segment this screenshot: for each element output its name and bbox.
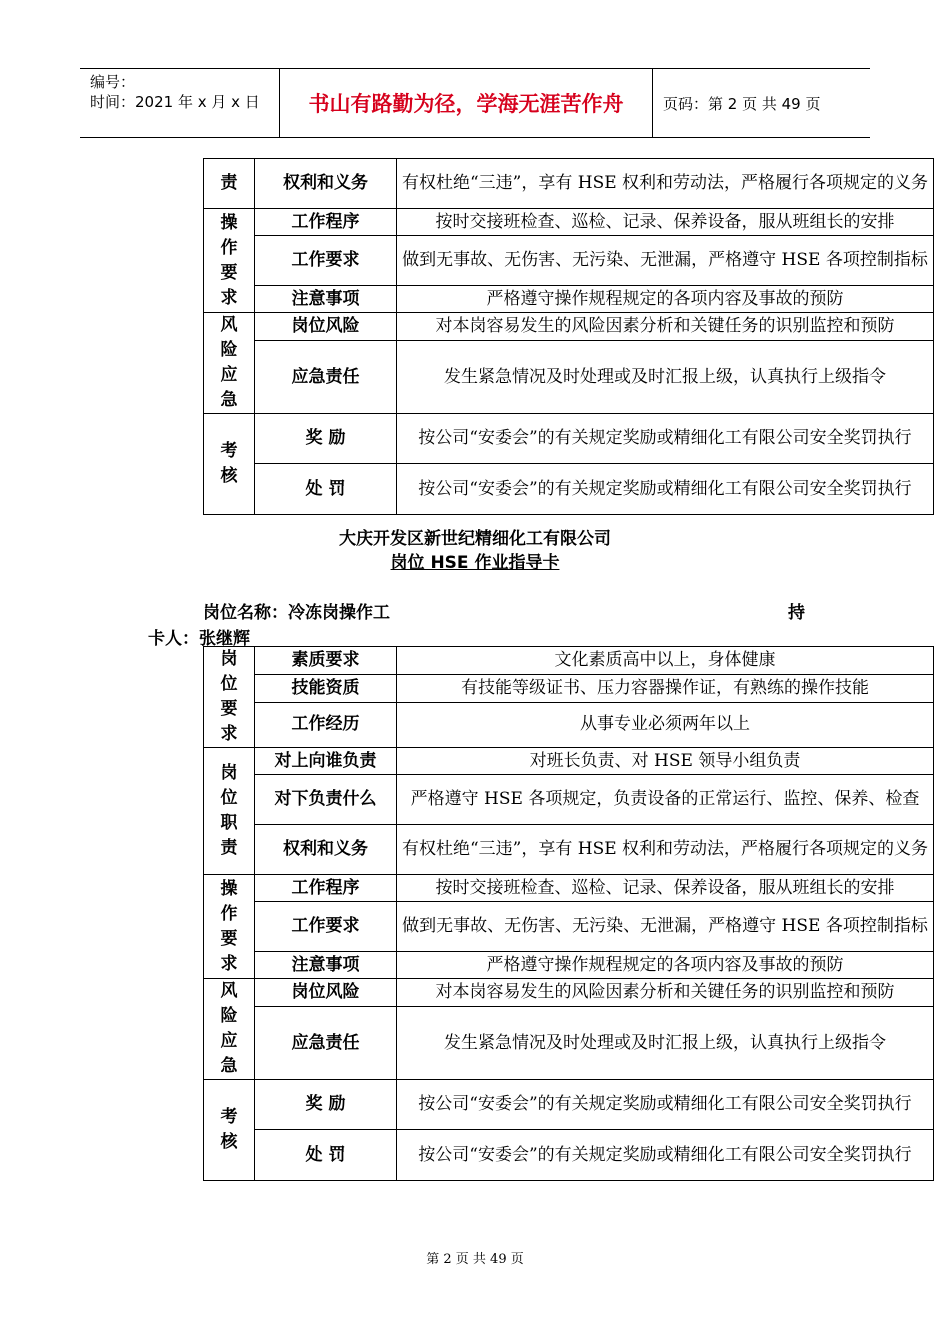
item-description: 做到无事故、无伤害、无污染、无泄漏，严格遵守 HSE 各项控制指标 <box>397 236 934 286</box>
category-cell: 操 作 要 求 <box>204 209 255 313</box>
table-row <box>204 414 934 464</box>
category-cell: 操 作 要 求 <box>204 875 255 979</box>
item-label: 奖 励 <box>255 414 397 464</box>
table-row <box>204 1007 934 1080</box>
item-description: 按公司“安委会”的有关规定奖励或精细化工有限公司安全奖罚执行 <box>397 414 934 464</box>
table-row <box>204 209 934 236</box>
hse-table-continued <box>203 158 934 515</box>
item-label: 对上向谁负责 <box>255 748 397 775</box>
item-label: 应急责任 <box>255 341 397 414</box>
table-row <box>204 979 934 1007</box>
header-meta <box>80 69 280 137</box>
item-description: 严格遵守操作规程规定的各项内容及事故的预防 <box>397 952 934 979</box>
item-label: 工作要求 <box>255 236 397 286</box>
card-holder: 卡人：张继辉 <box>148 629 250 649</box>
item-description: 从事专业必须两年以上 <box>397 702 934 747</box>
category-cell: 岗 位 要 求 <box>204 647 255 748</box>
table-row <box>204 647 934 675</box>
category-cell: 责 <box>204 159 255 209</box>
table-row <box>204 952 934 979</box>
table-row <box>204 702 934 747</box>
card-holder-prefix: 持 <box>788 603 805 623</box>
item-description: 对班长负责、对 HSE 领导小组负责 <box>397 748 934 775</box>
item-label: 岗位风险 <box>255 313 397 341</box>
category-cell: 风 险 应 急 <box>204 979 255 1080</box>
table-row <box>204 1130 934 1181</box>
item-label: 权利和义务 <box>255 159 397 209</box>
header-page-info: 页码：第 2 页 共 49 页 <box>663 94 821 113</box>
item-label: 工作要求 <box>255 902 397 952</box>
item-description: 按公司“安委会”的有关规定奖励或精细化工有限公司安全奖罚执行 <box>397 1080 934 1130</box>
item-label: 工作程序 <box>255 875 397 902</box>
table-row <box>204 825 934 875</box>
company-name: 大庆开发区新世纪精细化工有限公司 <box>339 529 611 549</box>
item-label: 对下负责什么 <box>255 775 397 825</box>
item-description: 有权杜绝“三违”，享有 HSE 权利和劳动法，严格履行各项规定的义务 <box>397 825 934 875</box>
item-description: 做到无事故、无伤害、无污染、无泄漏，严格遵守 HSE 各项控制指标 <box>397 902 934 952</box>
table-row <box>204 1080 934 1130</box>
item-description: 按时交接班检查、巡检、记录、保养设备，服从班组长的安排 <box>397 209 934 236</box>
table-row <box>204 313 934 341</box>
category-cell: 风 险 应 急 <box>204 313 255 414</box>
item-label: 岗位风险 <box>255 979 397 1007</box>
item-label: 工作经历 <box>255 702 397 747</box>
table-row <box>204 875 934 902</box>
item-label: 技能资质 <box>255 675 397 702</box>
item-label: 应急责任 <box>255 1007 397 1080</box>
item-description: 严格遵守 HSE 各项规定，负责设备的正常运行、监控、保养、检查 <box>397 775 934 825</box>
item-description: 按时交接班检查、巡检、记录、保养设备，服从班组长的安排 <box>397 875 934 902</box>
table-row <box>204 159 934 209</box>
item-description: 发生紧急情况及时处理或及时汇报上级，认真执行上级指令 <box>397 1007 934 1080</box>
table-row <box>204 675 934 702</box>
item-description: 严格遵守操作规程规定的各项内容及事故的预防 <box>397 286 934 313</box>
item-description: 有技能等级证书、压力容器操作证，有熟练的操作技能 <box>397 675 934 702</box>
category-cell: 考 核 <box>204 1080 255 1181</box>
doc-number-label: 编号： <box>90 73 136 91</box>
item-description: 对本岗容易发生的风险因素分析和关键任务的识别监控和预防 <box>397 979 934 1007</box>
post-name: 岗位名称：冷冻岗操作工 <box>203 603 390 623</box>
hse-table <box>203 646 934 1181</box>
table-row <box>204 902 934 952</box>
item-label: 奖 励 <box>255 1080 397 1130</box>
category-cell: 考 核 <box>204 414 255 515</box>
item-description: 按公司“安委会”的有关规定奖励或精细化工有限公司安全奖罚执行 <box>397 1130 934 1181</box>
item-label: 注意事项 <box>255 952 397 979</box>
item-label: 处 罚 <box>255 464 397 515</box>
item-description: 按公司“安委会”的有关规定奖励或精细化工有限公司安全奖罚执行 <box>397 464 934 515</box>
table-row <box>204 236 934 286</box>
card-title: 岗位 HSE 作业指导卡 <box>390 553 560 573</box>
table-row <box>204 464 934 515</box>
doc-time-label: 时间：2021 年 x 月 x 日 <box>90 93 260 111</box>
category-cell: 岗 位 职 责 <box>204 748 255 875</box>
item-description: 文化素质高中以上，身体健康 <box>397 647 934 675</box>
table-row <box>204 775 934 825</box>
item-label: 权利和义务 <box>255 825 397 875</box>
item-label: 素质要求 <box>255 647 397 675</box>
header-motto: 书山有路勤为径，学海无涯苦作舟 <box>280 69 653 137</box>
page-header <box>80 68 870 138</box>
item-label: 处 罚 <box>255 1130 397 1181</box>
item-description: 对本岗容易发生的风险因素分析和关键任务的识别监控和预防 <box>397 313 934 341</box>
table-row <box>204 286 934 313</box>
item-description: 有权杜绝“三违”，享有 HSE 权利和劳动法，严格履行各项规定的义务 <box>397 159 934 209</box>
table-row <box>204 748 934 775</box>
item-label: 注意事项 <box>255 286 397 313</box>
item-description: 发生紧急情况及时处理或及时汇报上级，认真执行上级指令 <box>397 341 934 414</box>
table-row <box>204 341 934 414</box>
page-footer: 第 2 页 共 49 页 <box>426 1252 524 1267</box>
item-label: 工作程序 <box>255 209 397 236</box>
